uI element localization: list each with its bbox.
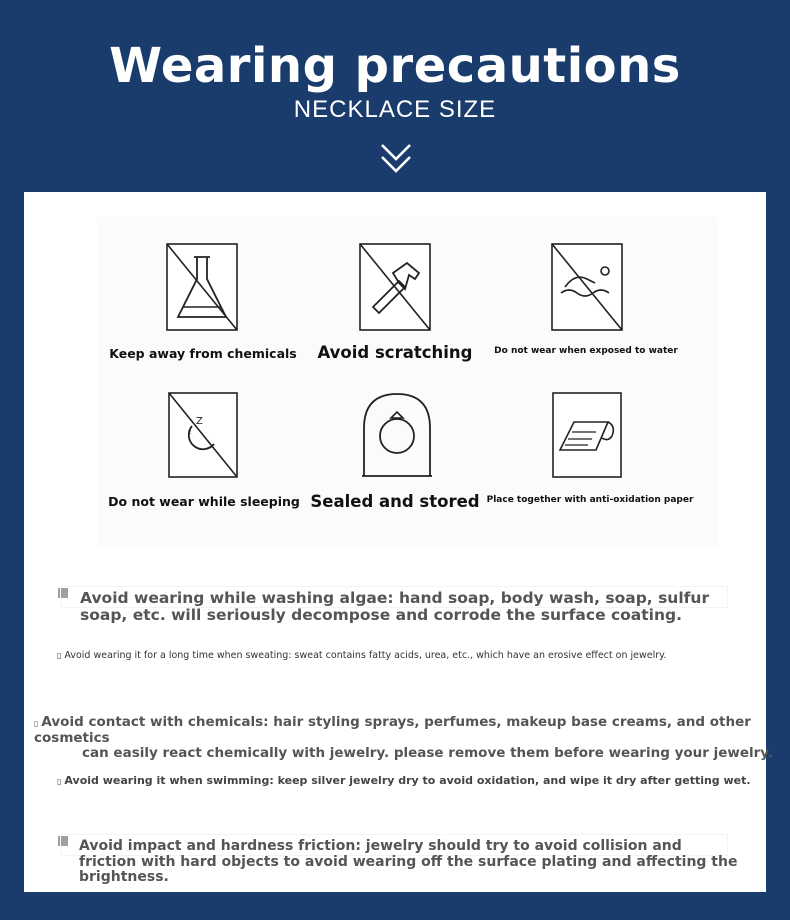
note-sweating [57,650,666,661]
note-swimming [57,774,751,787]
icon-label: Do not wear while sleeping [108,494,300,509]
note-chemicals-line2: can easily react chemically with jewelry. please remove them before wearing your jewelry. [82,745,773,761]
icon-label: Keep away from chemicals [109,346,297,361]
icon-label: Do not wear when exposed to water [494,346,678,356]
sleep-moon-prohibited-icon [168,392,238,478]
note-swimming-text: Avoid wearing it when swimming: keep silver jewelry dry to avoid oxidation, and wipe it dry after getting wet. [64,774,751,787]
note-chemicals [34,715,774,761]
page-title: Wearing precautions [109,38,681,94]
icon-label: Avoid scratching [317,343,473,362]
sealed-bag-ring-icon [362,392,432,478]
note-impact: Avoid impact and hardness friction: jewelry should try to avoid collision and friction with hard objects to avoid wearing off the surface plating and affecting the brightness. [79,838,738,885]
swimmer-prohibited-icon [551,243,623,331]
icon-label: Place together with anti-oxidation paper [486,495,694,505]
bullet-glyph: ▯ [34,719,39,728]
page-subtitle: NECKLACE SIZE [293,96,497,123]
note-washing: Avoid wearing while washing algae: hand soap, body wash, soap, sulfur soap, etc. will seriously decompose and corrode the surface coating. [80,589,710,624]
flask-prohibited-icon [166,243,238,331]
paper-roll-icon [552,392,622,478]
note-sweating-text: Avoid wearing it for a long time when sweating: sweat contains fatty acids, urea, etc., which have an erosive effect on jewelry. [64,650,667,661]
note-chemicals-line1: Avoid contact with chemicals: hair styling sprays, perfumes, makeup base creams, and other cosmetics [34,714,751,746]
icon-label: Sealed and stored [310,492,480,511]
bullet-glyph: ▯ [57,651,62,660]
bullet-glyph: ▯ [57,777,62,786]
svg-text:Z: Z [196,416,203,427]
svg-text:z: z [188,429,192,436]
double-chevron-down-icon [379,140,413,176]
hammer-prohibited-icon [359,243,431,331]
